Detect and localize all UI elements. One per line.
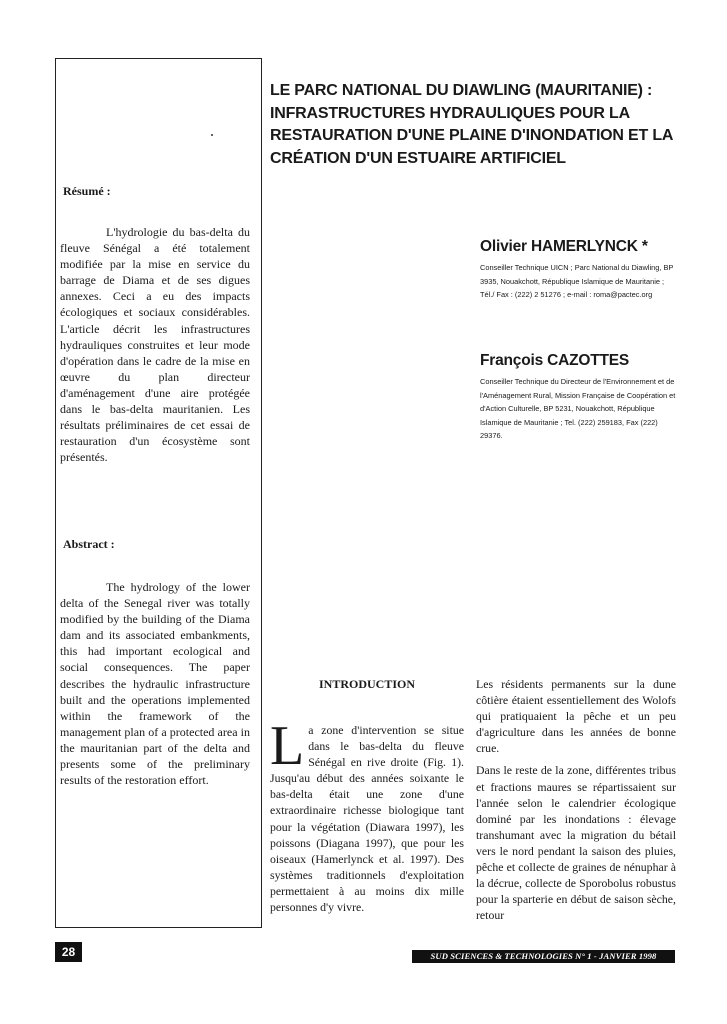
author-affiliation: Conseiller Technique du Directeur de l'Environnement et de l'Aménagement Rural, Mission Française de Coopération et d'Action Culturelle, BP 5231, Nouakchott, République Islamique de Mauritanie ; Tel. (222) 259183, Fax (222) 29376.: [480, 377, 676, 441]
author-name: Olivier HAMERLYNCK *: [480, 238, 648, 255]
abstract-heading: Abstract :: [63, 537, 115, 551]
article-title: LE PARC NATIONAL DU DIAWLING (MAURITANIE) : INFRASTRUCTURES HYDRAULIQUES POUR LA RESTAURATION D'UNE PLAINE D'INONDATION ET LA CRÉATION D'UN ESTUAIRE ARTIFICIEL: [270, 82, 673, 167]
page-number: 28: [55, 942, 82, 962]
drop-cap: L: [270, 715, 305, 777]
resume-heading: Résumé :: [63, 184, 111, 198]
author-affiliation: Conseiller Technique UICN ; Parc National du Diawling, BP 3935, Nouakchott, République Islamique de Mauritanie ; Tél./ Fax : (222) 2 51276 ; e-mail : roma@pactec.org: [480, 263, 674, 300]
introduction-heading: INTRODUCTION: [318, 677, 415, 691]
summary-sidebar: [55, 58, 262, 928]
author-block-2: [480, 352, 680, 443]
abstract-text: The hydrology of the lower delta of the Senegal river was totally modified by the building of the Diama dam and its associated embankments, this had important ecological and social consequences. The paper describes the hydraulic infrastructure built and the operations implemented within the framework of the management plan of a protected area in the mauritanian part of the delta and presents some of the preliminary results of the restoration effort.: [60, 580, 250, 788]
resume-text: L'hydrologie du bas-delta du fleuve Sénégal a été totalement modifiée par la mise en service du barrage de Diama et de ses digues annexes. Ceci a eu des impacts écologiques et sociaux considérables. L'article décrit les infrastructures hydrauliques construites et leur mode d'opération dans le cadre de la mise en œuvre du plan directeur d'aménagement d'une aire protégée dans le bas-delta mauritanien. Les résultats préliminaires de cet essai de restauration d'un écosystème sont présentés.: [60, 225, 250, 465]
body-paragraph: a zone d'intervention se situe dans le bas-delta du fleuve Sénégal en rive droite (Fig. 1). Jusqu'au début des années soixante le bas-delta était une zone d'une extraordinaire richesse biologique tant pour la végétation (Diawara 1997), les poissons (Diagana 1997), que pour les oiseaux (Hamerlynck et al. 1997). Des systèmes traditionnels d'exploitation permettaient à au moins dix mille personnes d'y vivre.: [270, 723, 464, 915]
body-paragraph: Les résidents permanents sur la dune côtière étaient essentiellement des Wolofs qui pratiquaient la pêche et un peu d'agriculture dans les années de bonne crue.: [476, 677, 676, 756]
journal-footer: SUD SCIENCES & TECHNOLOGIES N° 1 - JANVIER 1998: [412, 950, 675, 963]
body-paragraph: Dans le reste de la zone, différentes tribus et fractions maures se répartissaient sur l'année selon le calendrier écologique dominé par les inondations : élevage transhumant avec la migration du bétail vers le nord pendant la saison des pluies, pêche et collecte de graines de nénuphar à la décrue, collecte de Sporobolus robustus pour la sparterie en début de saison sèche, retour: [476, 763, 676, 923]
author-name: François CAZOTTES: [480, 352, 630, 369]
ink-speck: [211, 134, 213, 136]
author-block-1: [480, 238, 680, 302]
body-column-2: [476, 676, 676, 923]
body-column-1: [270, 715, 464, 915]
